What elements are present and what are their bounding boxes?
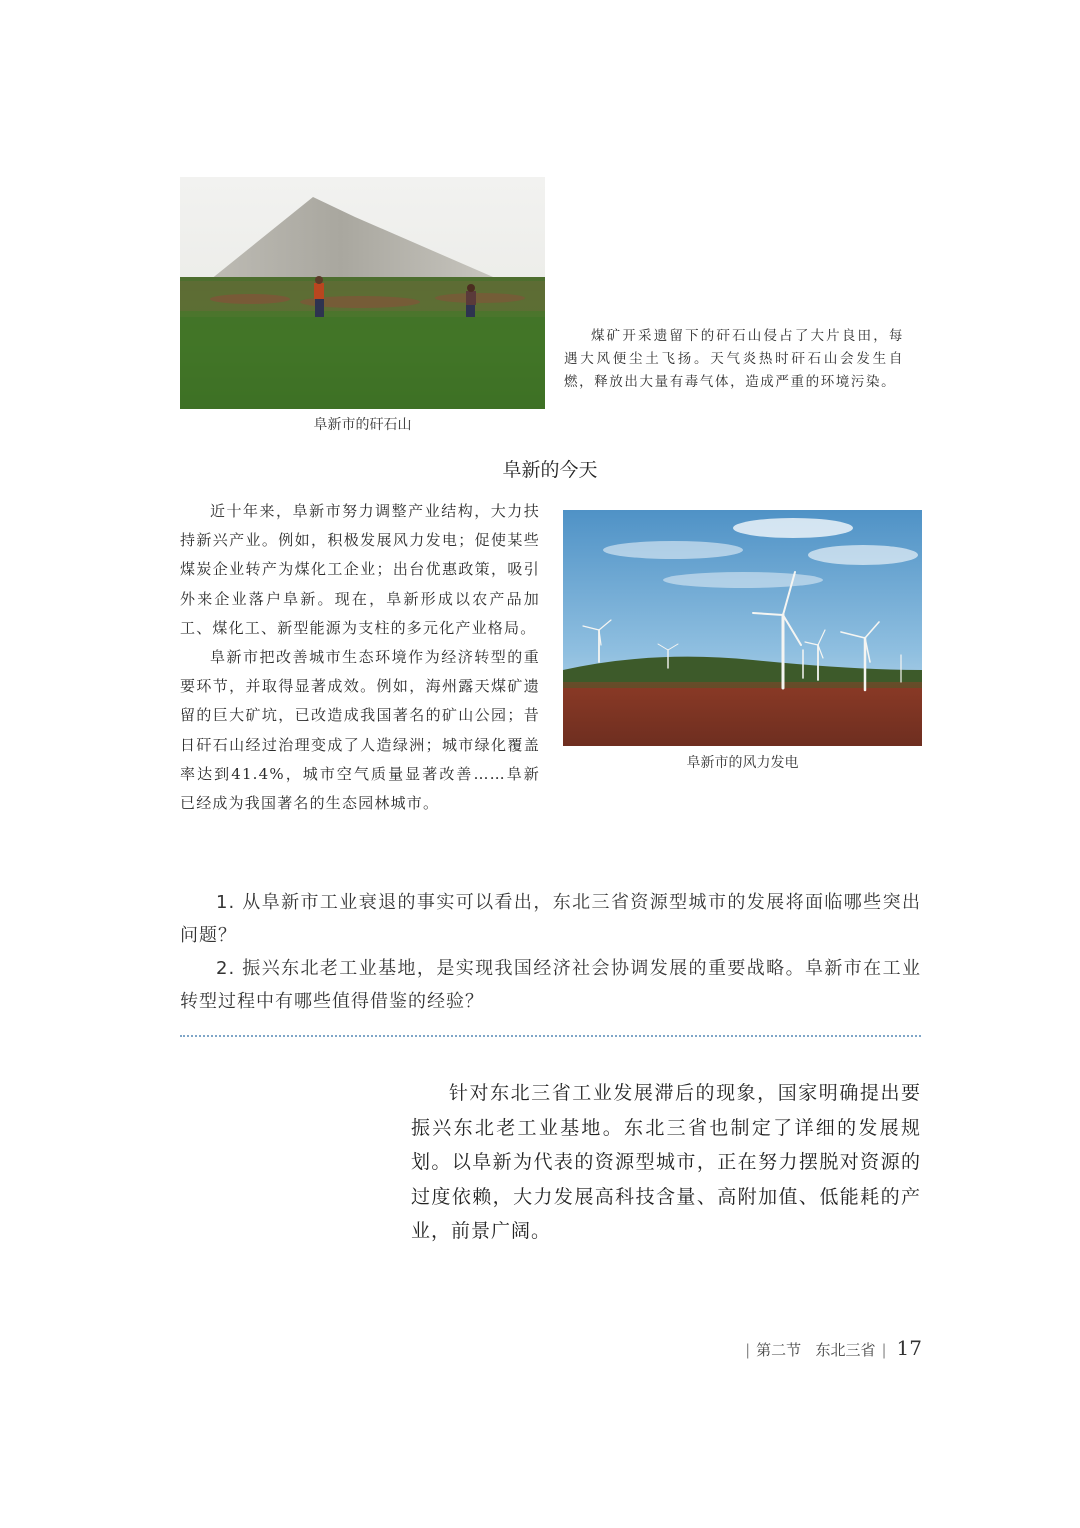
wind-power-photo	[563, 510, 922, 746]
gangue-hill-caption: 阜新市的矸石山	[313, 417, 412, 433]
section-body	[180, 497, 540, 818]
gangue-hill-note-text: 煤矿开采遗留下的矸石山侵占了大片良田，每遇大风便尘土飞扬。天气炎热时矸石山会发生自燃，释放出大量有毒气体，造成严重的环境污染。	[564, 328, 904, 390]
wind-power-caption: 阜新市的风力发电	[686, 755, 799, 771]
summary-block	[411, 1076, 921, 1249]
dotted-divider	[180, 1035, 921, 1037]
section-title: 阜新的今天	[502, 459, 598, 481]
question-item: 2. 振兴东北老工业基地，是实现我国经济社会协调发展的重要战略。阜新市在工业转型过程中有哪些值得借鉴的经验？	[180, 958, 921, 1012]
discussion-questions	[180, 886, 921, 1018]
question-item: 1. 从阜新市工业衰退的事实可以看出，东北三省资源型城市的发展将面临哪些突出问题？	[180, 892, 921, 946]
section-paragraph: 近十年来，阜新市努力调整产业结构，大力扶持新兴产业。例如，积极发展风力发电；促使某些煤炭企业转产为煤化工企业；出台优惠政策，吸引外来企业落户阜新。现在，阜新形成以农产品加工、煤化工、新型能源为支柱的多元化产业格局。	[180, 502, 540, 637]
gangue-hill-photo	[180, 177, 545, 409]
footer-section: 第二节	[756, 1341, 802, 1359]
page-footer	[600, 1336, 922, 1360]
footer-chapter: 东北三省	[815, 1341, 876, 1359]
page-number: 17	[896, 1336, 922, 1360]
summary-paragraph: 针对东北三省工业发展滞后的现象，国家明确提出要振兴东北老工业基地。东北三省也制定了详细的发展规划。以阜新为代表的资源型城市，正在努力摆脱对资源的过度依赖，大力发展高科技含量、高附加值、低能耗的产业，前景广阔。	[411, 1082, 921, 1242]
footer-divider: |	[745, 1341, 751, 1359]
gangue-hill-note	[564, 325, 904, 394]
footer-divider: |	[881, 1341, 887, 1359]
section-paragraph: 阜新市把改善城市生态环境作为经济转型的重要环节，并取得显著成效。例如，海州露天煤矿遗留的巨大矿坑，已改造成我国著名的矿山公园；昔日矸石山经过治理变成了人造绿洲；城市绿化覆盖率达到41.4%，城市空气质量显著改善……阜新已经成为我国著名的生态园林城市。	[180, 648, 540, 813]
